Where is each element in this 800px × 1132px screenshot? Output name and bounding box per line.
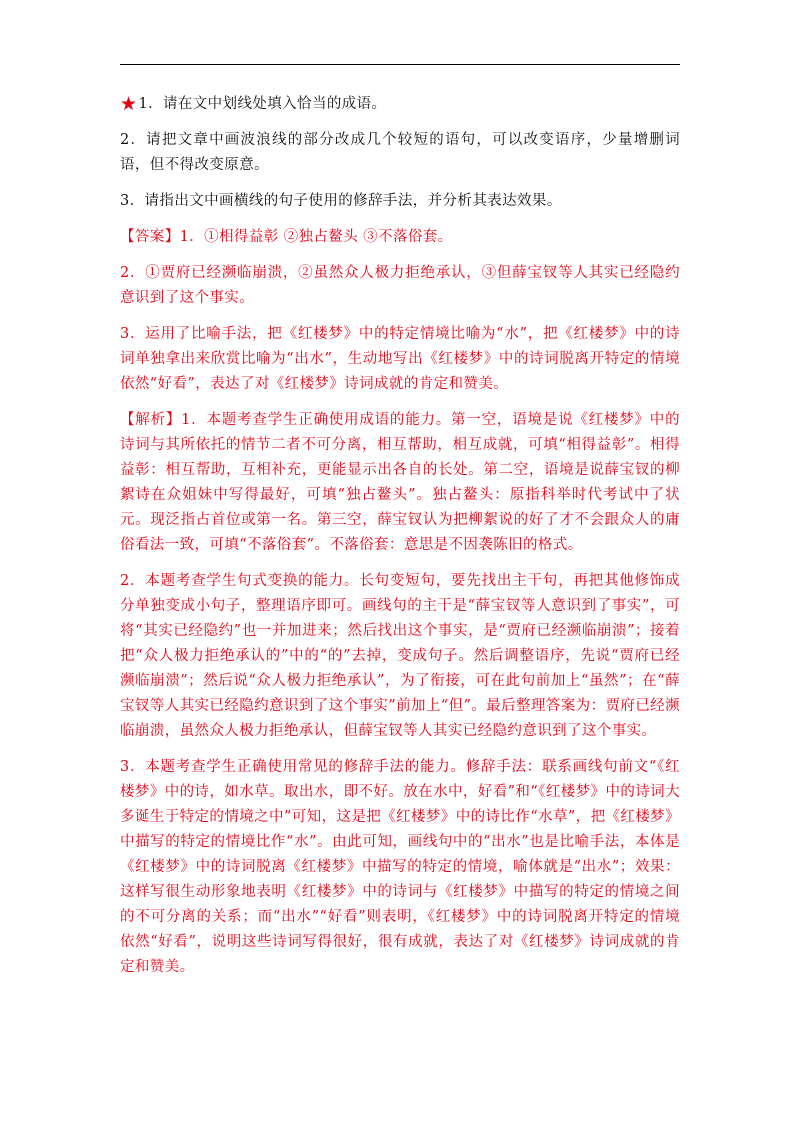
analysis-3: 3．本题考查学生正确使用常见的修辞手法的能力。修辞手法：联系画线句前文“《红楼梦》中的诗，如水草。取出水，即不好。放在水中，好看”和“《红楼梦》中的诗词大多诞生于特定的情境之中”可知，这是把《红楼梦》中的诗比作“水草”，把《红楼梦》中描写的特定的情境比作“水”。由此可知，画线句中的“出水”也是比喻手法，本体是《红楼梦》中的诗词脱离《红楼梦》中描写的特定的情境，喻体就是“出水”；效果：这样写很生动形象地表明《红楼梦》中的诗词与《红楼梦》中描写的特定的情境之间的不可分离的关系；而“出水”“好看”则表明，《红楼梦》中的诗词脱离开特定的情境依然“好看”，说明这些诗词写得很好，很有成就，表达了对《红楼梦》诗词成就的肯定和赞美。 (120, 759, 680, 975)
document-page (120, 0, 680, 1132)
answer-2: 2．①贾府已经濒临崩溃，②虽然众人极力拒绝承认，③但薛宝钗等人其实已经隐约意识到了这个事实。 (120, 265, 680, 306)
question-1-text: 1．请在文中划线处填入恰当的成语。 (138, 96, 387, 112)
analysis-2: 2．本题考查学生句式变换的能力。长句变短句，要先找出主干句，再把其他修饰成分单独变成小句子，整理语序即可。画线句的主干是“薛宝钗等人意识到了事实”，可将“其实已经隐约”也一并加进来；然后找出这个事实，是“贾府已经濒临崩溃”；接着把“众人极力拒绝承认的”中的“的”去掉，变成句子。然后调整语序，先说“贾府已经濒临崩溃”；然后说“众人极力拒绝承认”，为了衔接，可在此句前加上“虽然”；在“薛宝钗等人其实已经隐约意识到了这个事实”前加上“但”。最后整理答案为：贾府已经濒临崩溃，虽然众人极力拒绝承认，但薛宝钗等人其实已经隐约意识到了这个事实。 (120, 573, 680, 739)
document-content (120, 92, 680, 991)
answer-1: 【答案】1．①相得益彰 ②独占鳌头 ③不落俗套。 (120, 229, 453, 245)
analysis-1: 【解析】1．本题考查学生正确使用成语的能力。第一空，语境是说《红楼梦》中的诗词与其所依托的情节二者不可分离，相互帮助，相互成就，可填“相得益彰”。相得益彰：相互帮助，互相补充，更能显示出各自的长处。第二空，语境是说薛宝钗的柳絮诗在众姐妹中写得最好，可填“独占鳌头”。独占鳌头：原指科举时代考试中了状元。现泛指占首位或第一名。第三空，薛宝钗认为把柳絮说的好了才不会跟众人的庸俗看法一致，可填“不落俗套”。不落俗套：意思是不因袭陈旧的格式。 (120, 412, 680, 553)
star-icon: ★ (120, 93, 138, 115)
header-rule (120, 64, 680, 65)
question-2: 2．请把文章中画波浪线的部分改成几个较短的语句，可以改变语序，少量增删词语，但不得改变原意。 (120, 132, 680, 173)
question-1 (120, 92, 680, 117)
answer-3: 3．运用了比喻手法，把《红楼梦》中的特定情境比喻为“水”，把《红楼梦》中的诗词单独拿出来欣赏比喻为“出水”，生动地写出《红楼梦》中的诗词脱离开特定的情境依然“好看”，表达了对《红楼梦》诗词成就的肯定和赞美。 (120, 326, 680, 392)
question-3: 3．请指出文中画横线的句子使用的修辞手法，并分析其表达效果。 (120, 193, 562, 209)
